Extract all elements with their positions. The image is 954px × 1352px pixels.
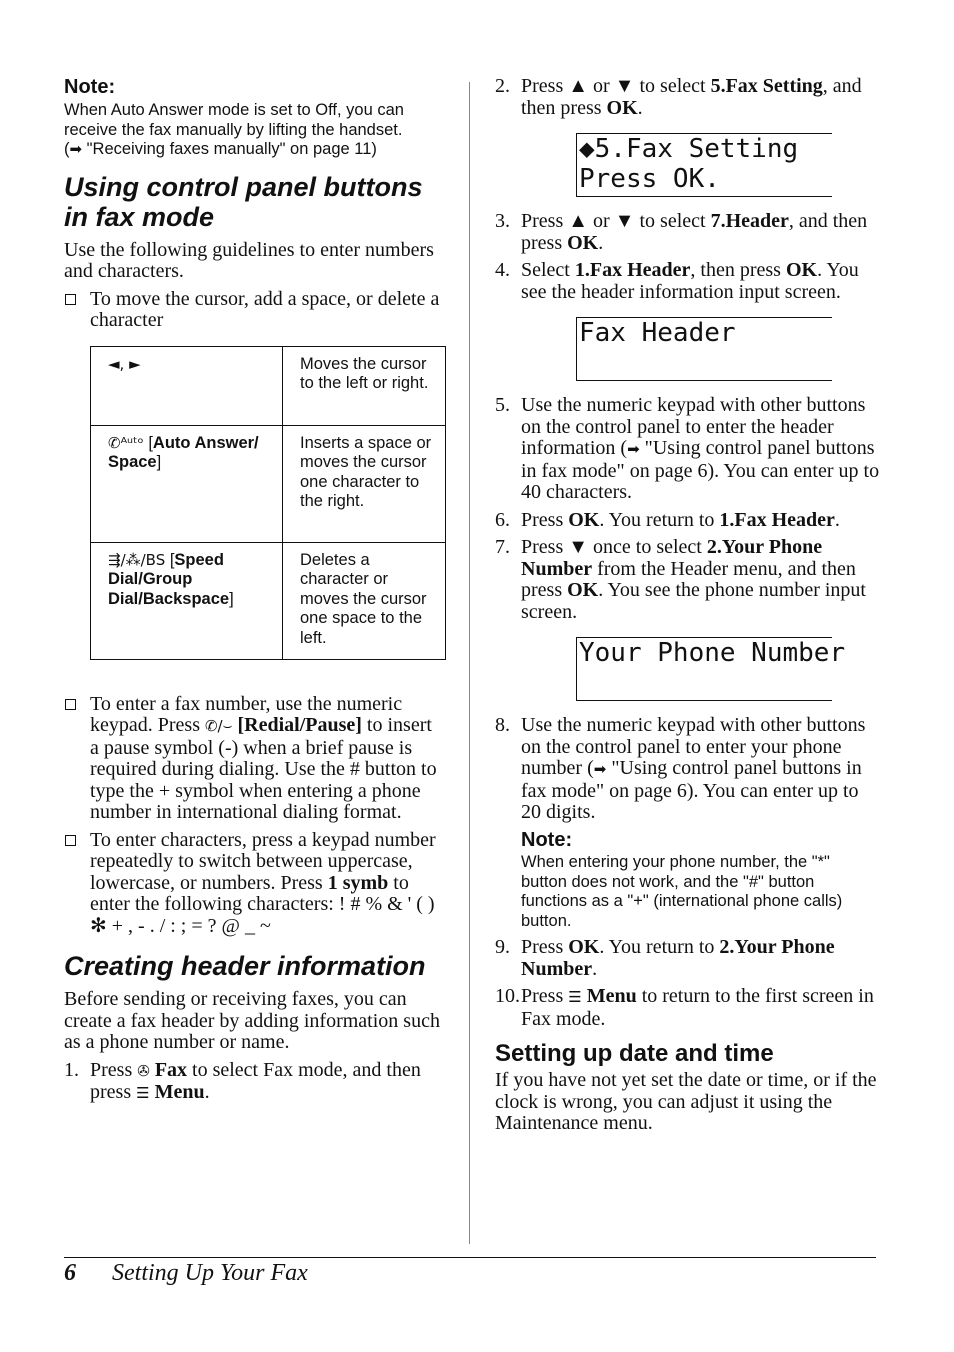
lcd-line: ◆5.Fax Setting [579,134,799,164]
step-item: 9. Press OK. You return to 2.Your Phone Number. [495,936,835,980]
page-number: 6 [64,1260,76,1286]
section-heading-header-info: Creating header information [64,951,426,981]
section-body: If you have not yet set the date or time, or if the clock is wrong, you can adjust it using the Maintenance menu. [495,1069,877,1134]
step-item: 4. Select 1.Fax Header, then press OK. You see the header information input screen. [495,259,859,303]
table-cell-key: ⇶/⁂/BS [Speed Dial/Group Dial/Backspace] [91,542,283,659]
auto-answer-icon: ✆ᴬᵘᵗᵒ [108,433,144,452]
lcd-line: Press OK. [579,164,720,194]
step-item: 5. Use the numeric keypad with other buttons on the control panel to enter the header information (➡ "Using control panel buttons in fax mode" on page 6). You can enter up to 40 characters. [495,394,880,503]
arrow-right-icon: ➡ [593,760,607,778]
checkbox-bullet-icon [65,294,76,305]
step-item: 10. Press ☰ Menu to return to the first screen in Fax mode. [495,985,874,1030]
right-column [495,76,880,1141]
section-heading-date-time: Setting up date and time [495,1040,774,1067]
lcd-line: Your Phone Number [579,638,846,668]
bullet-item: To enter a fax number, use the numeric keypad. Press ✆/⌣ [Redial/Pause] to insert a pause symbol (-) when a brief pause is required during dialing. Use the # button to type the + symbol when entering a phone number in international dialing format. [64,694,444,824]
menu-icon: ☰ [568,988,582,1006]
speed-dial-backspace-icon: ⇶/⁂/BS [108,550,166,569]
note-title: Note: [521,828,573,851]
table-cell-desc: Inserts a space or moves the cursor one character to the right. [283,425,446,542]
table-row [91,346,446,425]
column-divider [469,82,470,1244]
step-item: 8. Use the numeric keypad with other buttons on the control panel to enter your phone number (➡ "Using control panel buttons in fax mode" on page 6). You can enter up to 20 digits. Note: When entering your phone number, the "*" button does not work, and the "#" button functions as a "+" (international phone calls) button. [495,715,880,931]
bullet-item: To enter characters, press a keypad number repeatedly to switch between uppercase, lowercase, or numbers. Press 1 symb to enter the following characters: ! # % & ' ( ) ✻ + , - . / : ; = ? @ _ ~ [64,830,444,938]
footer-title: Setting Up Your Fax [112,1260,308,1286]
section-intro: Use the following guidelines to enter numbers and characters. [64,238,434,282]
redial-pause-icon: ✆/⌣ [204,717,233,735]
fax-icon: ✇ [137,1061,150,1080]
lcd-screen-fax-setting [576,133,832,197]
section-intro: Before sending or receiving faxes, you can create a fax header by adding information such as a phone number or name. [64,988,440,1053]
checkbox-bullet-icon [65,699,76,710]
table-row [91,425,446,542]
step-item: 2. Press ▲ or ▼ to select 5.Fax Setting, and then press OK. [495,75,862,119]
step-item: 7. Press ▼ once to select 2.Your Phone Number from the Header menu, and then press OK. You see the phone number input screen. [495,536,866,623]
lcd-line: Fax Header [579,318,736,348]
left-column [64,76,444,1111]
lcd-screen-fax-header [576,317,832,381]
step-item: 1. Press ✇ Fax to select Fax mode, and then press ☰ Menu. [64,1058,421,1103]
arrow-right-icon: ➡ [69,140,83,158]
arrow-right-icon: ➡ [627,440,640,458]
table-cell-key: ✆ᴬᵘᵗᵒ [Auto Answer/ Space] [91,425,283,542]
menu-icon: ☰ [136,1084,150,1102]
key-function-table [90,346,446,660]
step-item: 3. Press ▲ or ▼ to select 7.Header, and then press OK. [495,210,868,254]
page-footer [64,1260,308,1287]
table-row [91,542,446,659]
note-box [521,830,880,932]
bullet-item: To move the cursor, add a space, or delete a character [64,289,444,332]
left-right-arrows-icon: ◄, ► [108,354,141,373]
step-item: 6. Press OK. You return to 1.Fax Header. [495,508,840,531]
note-body: When entering your phone number, the "*" button does not work, and the "#" button functions as a "+" (international phone calls) button. [521,853,843,930]
table-cell-desc: Deletes a character or moves the cursor one space to the left. [283,542,446,659]
note-body: When Auto Answer mode is set to Off, you can receive the fax manually by lifting the handset. (➡ "Receiving faxes manually" on page 11) [64,101,404,158]
table-cell-desc: Moves the cursor to the left or right. [283,346,446,425]
footer-rule [64,1257,876,1258]
lcd-screen-phone-number [576,637,846,701]
note-title: Note: [64,76,116,98]
table-cell-key [91,346,283,425]
section-heading-control-panel: Using control panel buttons in fax mode [64,171,423,232]
checkbox-bullet-icon [65,835,76,846]
